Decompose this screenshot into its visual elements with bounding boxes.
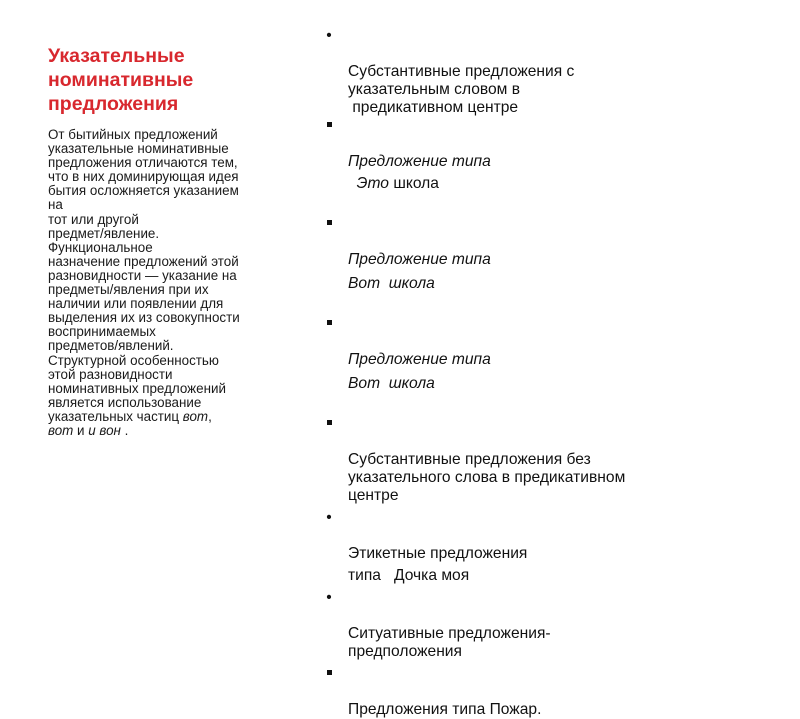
round-bullet-icon: • xyxy=(326,27,332,44)
left-column xyxy=(48,44,306,438)
left-paragraph-1: От бытийных предложений указательные номинативные предложения отличаются тем, что в них доминирующая идея бытия осложняется указанием на тот или другой предмет/явление. Функциональное назначение предложений этой разновидности — указание на предметы/явления при их наличии или появлении для выделения их из совокупности воспринимаемых предметов/явлений. xyxy=(48,127,240,354)
particle-vot-1: вот xyxy=(182,408,209,424)
paragraph-2-lead: Структурной особенностью этой разновидности номинативных предложений является использование указательных частиц xyxy=(48,352,226,424)
list-item-situational xyxy=(318,589,758,661)
heading-line-2: номинативные xyxy=(48,69,194,91)
list-item-type-1 xyxy=(318,117,758,171)
list-item-text: Субстантивные предложения без указательного слова в предикативном центре xyxy=(348,451,626,504)
comma: , xyxy=(208,408,212,424)
list-item-substantive-with-pointer xyxy=(318,27,758,99)
square-bullet-icon xyxy=(322,415,336,433)
example-dochka-moya: типа Дочка моя xyxy=(348,567,470,584)
list-item-text: Ситуативные предложения- предположения xyxy=(348,625,551,660)
square-bullet-icon xyxy=(322,665,336,683)
example-word-eto: Это xyxy=(356,175,389,192)
particle-vot-2: вот xyxy=(48,422,74,438)
list-item-type-2 xyxy=(318,215,758,269)
list-item-etiquette xyxy=(318,509,758,563)
left-paragraph-2 xyxy=(48,354,306,439)
particle-von: вон xyxy=(95,422,121,438)
paragraph-2-end: . xyxy=(120,422,129,438)
slide-heading xyxy=(48,44,306,116)
round-bullet-icon: • xyxy=(326,509,332,526)
space-i: и xyxy=(73,422,89,438)
list-item-substantive-without-pointer xyxy=(318,415,758,505)
example-eto-shkola xyxy=(318,171,758,193)
particle-i: и xyxy=(88,422,96,438)
example-vot-shkola-2: Вот школа xyxy=(348,375,435,392)
example-vot-shkola-1: Вот школа xyxy=(348,275,435,292)
list-item-type-3 xyxy=(318,315,758,369)
heading-line-3: предложения xyxy=(48,93,179,115)
list-item-continuation: предикативном центре xyxy=(348,99,519,116)
list-item-text: Этикетные предложения xyxy=(348,545,528,562)
example-word-shkola: школа xyxy=(388,175,439,192)
heading-line-1: Указательные xyxy=(48,45,185,67)
list-item-text: Предложение типа xyxy=(348,153,491,170)
square-bullet-icon xyxy=(322,315,336,333)
list-item-text: Предложение типа xyxy=(348,351,491,368)
square-bullet-icon xyxy=(322,215,336,233)
left-body-text xyxy=(48,128,306,438)
square-bullet-icon xyxy=(322,117,336,135)
list-item-text: Субстантивные предложения с указательным словом в xyxy=(348,63,575,98)
list-item-text: Предложения типа Пожар. xyxy=(348,701,542,718)
list-item-text: Предложение типа xyxy=(348,251,491,268)
round-bullet-icon: • xyxy=(326,589,332,606)
list-item-pozhar xyxy=(318,665,758,719)
right-column xyxy=(318,27,758,719)
